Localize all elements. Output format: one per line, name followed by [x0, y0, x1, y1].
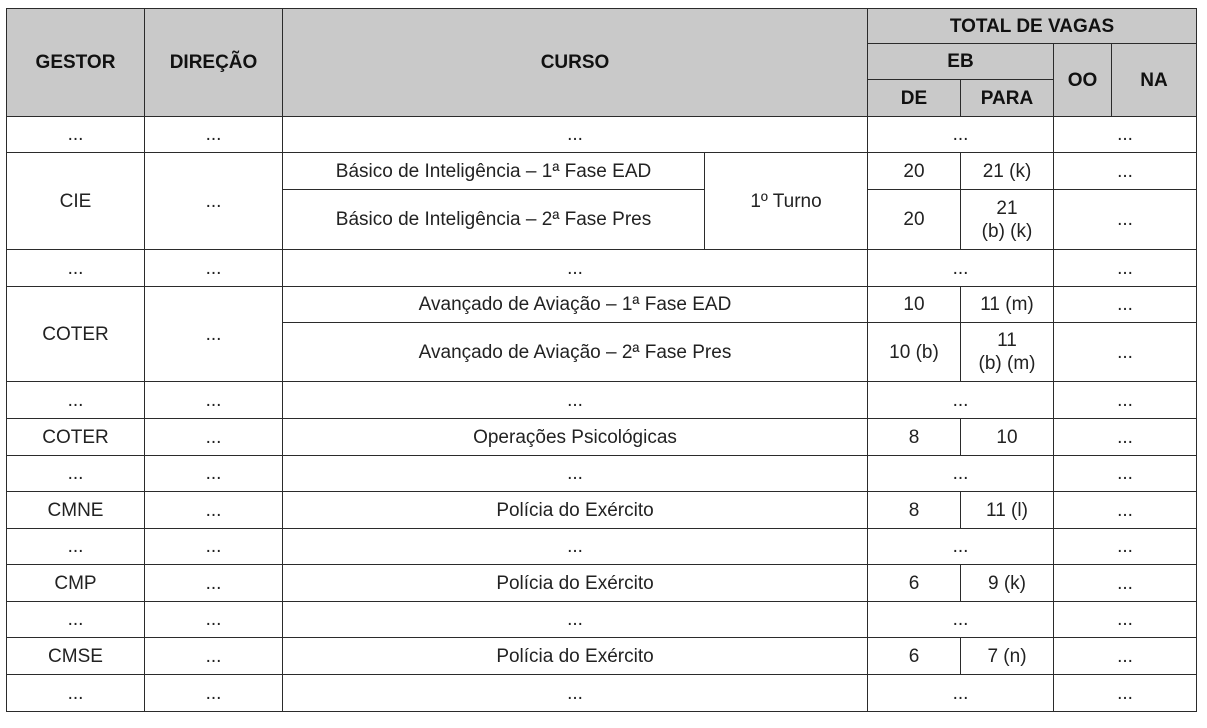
cell-curso: ...: [283, 529, 868, 565]
cell-de: 8: [868, 492, 961, 529]
ellipsis-row: [7, 529, 1197, 565]
cell-de: 6: [868, 638, 961, 675]
cell-gestor: ...: [7, 529, 145, 565]
cell-curso: Avançado de Aviação – 1ª Fase EAD: [283, 287, 868, 323]
cell-oo-na: ...: [1054, 638, 1197, 675]
header-na: NA: [1112, 44, 1197, 117]
cell-de: 10: [868, 287, 961, 323]
cell-para: [961, 323, 1054, 382]
header-eb: EB: [868, 44, 1054, 80]
cell-gestor: ...: [7, 602, 145, 638]
header-gestor: GESTOR: [7, 9, 145, 117]
ellipsis-row: [7, 456, 1197, 492]
cell-curso: ...: [283, 675, 868, 712]
cell-gestor: COTER: [7, 419, 145, 456]
header-total-vagas: TOTAL DE VAGAS: [868, 9, 1197, 44]
cell-direcao: ...: [145, 419, 283, 456]
cell-oo-na: ...: [1054, 675, 1197, 712]
cell-oo-na: ...: [1054, 419, 1197, 456]
cell-eb: ...: [868, 382, 1054, 419]
cell-direcao: ...: [145, 675, 283, 712]
cell-curso: ...: [283, 456, 868, 492]
cell-oo-na: ...: [1054, 190, 1197, 250]
cell-oo-na: ...: [1054, 529, 1197, 565]
cell-gestor: ...: [7, 250, 145, 287]
cell-de: 20: [868, 153, 961, 190]
cell-para: 9 (k): [961, 565, 1054, 602]
table-row: [7, 492, 1197, 529]
cell-oo-na: ...: [1054, 565, 1197, 602]
cell-oo-na: ...: [1054, 456, 1197, 492]
table-row: [7, 638, 1197, 675]
cell-gestor: CIE: [7, 153, 145, 250]
table-row: [7, 419, 1197, 456]
cell-gestor: ...: [7, 382, 145, 419]
para-line-1: 21: [996, 197, 1018, 219]
table-row: [7, 565, 1197, 602]
cell-curso: ...: [283, 602, 868, 638]
cell-direcao: ...: [145, 382, 283, 419]
cell-eb: ...: [868, 602, 1054, 638]
cell-para: [961, 190, 1054, 250]
cell-curso: ...: [283, 117, 868, 153]
vagas-table: [6, 8, 1197, 712]
cell-curso: ...: [283, 250, 868, 287]
cell-direcao: ...: [145, 565, 283, 602]
table-row: [7, 153, 1197, 190]
cell-curso: Polícia do Exército: [283, 638, 868, 675]
cell-direcao: ...: [145, 287, 283, 382]
ellipsis-row: [7, 675, 1197, 712]
cell-oo-na: ...: [1054, 323, 1197, 382]
cell-oo-na: ...: [1054, 602, 1197, 638]
cell-de: 10 (b): [868, 323, 961, 382]
header-curso: CURSO: [283, 9, 868, 117]
cell-gestor: ...: [7, 456, 145, 492]
cell-gestor: CMP: [7, 565, 145, 602]
cell-eb: ...: [868, 529, 1054, 565]
cell-de: 6: [868, 565, 961, 602]
cell-para: 21 (k): [961, 153, 1054, 190]
ellipsis-row: [7, 117, 1197, 153]
cell-direcao: ...: [145, 492, 283, 529]
para-line-1: 11: [997, 330, 1017, 351]
ellipsis-row: [7, 250, 1197, 287]
cell-direcao: ...: [145, 529, 283, 565]
cell-curso: ...: [283, 382, 868, 419]
header-oo: OO: [1054, 44, 1112, 117]
cell-direcao: ...: [145, 117, 283, 153]
cell-eb: ...: [868, 675, 1054, 712]
cell-para: 11 (m): [961, 287, 1054, 323]
cell-gestor: ...: [7, 117, 145, 153]
cell-eb: ...: [868, 117, 1054, 153]
cell-de: 8: [868, 419, 961, 456]
cell-oo-na: ...: [1054, 250, 1197, 287]
cell-oo-na: ...: [1054, 287, 1197, 323]
cell-gestor: CMNE: [7, 492, 145, 529]
ellipsis-row: [7, 602, 1197, 638]
cell-oo-na: ...: [1054, 153, 1197, 190]
cell-curso: Operações Psicológicas: [283, 419, 868, 456]
cell-direcao: ...: [145, 602, 283, 638]
cell-gestor: ...: [7, 675, 145, 712]
ellipsis-row: [7, 382, 1197, 419]
header-para: PARA: [961, 80, 1054, 117]
cell-eb: ...: [868, 250, 1054, 287]
cell-curso: Básico de Inteligência – 2ª Fase Pres: [283, 190, 705, 250]
cell-direcao: ...: [145, 153, 283, 250]
cell-direcao: ...: [145, 638, 283, 675]
cell-curso: Básico de Inteligência – 1ª Fase EAD: [283, 153, 705, 190]
cell-para: 10: [961, 419, 1054, 456]
cell-curso: Polícia do Exército: [283, 565, 868, 602]
cell-oo-na: ...: [1054, 117, 1197, 153]
cell-para: 11 (l): [961, 492, 1054, 529]
cell-turno: 1º Turno: [705, 153, 868, 250]
cell-curso: Polícia do Exército: [283, 492, 868, 529]
para-line-2: (b) (m): [978, 353, 1036, 374]
cell-oo-na: ...: [1054, 492, 1197, 529]
para-line-2: (b) (k): [981, 220, 1033, 242]
cell-para: 7 (n): [961, 638, 1054, 675]
cell-direcao: ...: [145, 250, 283, 287]
cell-gestor: CMSE: [7, 638, 145, 675]
cell-de: 20: [868, 190, 961, 250]
cell-curso: Avançado de Aviação – 2ª Fase Pres: [283, 323, 868, 382]
header-de: DE: [868, 80, 961, 117]
cell-gestor: COTER: [7, 287, 145, 382]
header-direcao: DIREÇÃO: [145, 9, 283, 117]
cell-oo-na: ...: [1054, 382, 1197, 419]
cell-eb: ...: [868, 456, 1054, 492]
cell-direcao: ...: [145, 456, 283, 492]
table-row: [7, 287, 1197, 323]
